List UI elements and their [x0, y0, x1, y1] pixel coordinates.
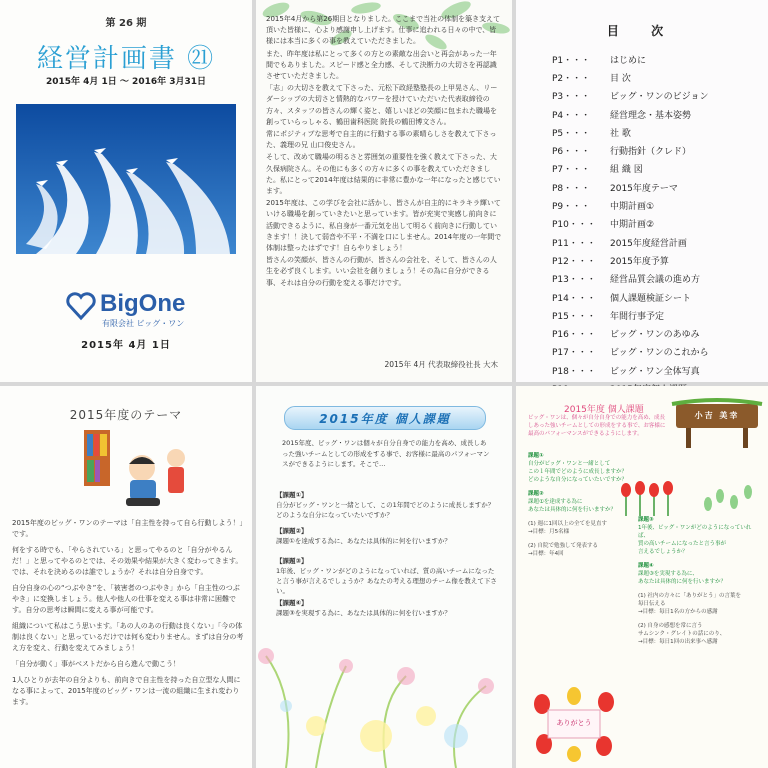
- example-right-column: [638, 516, 762, 652]
- message-paragraph: 2015年4月から第26期目となりました。ここまで当社の体制を築き支えて頂いた皆様に、心より感謝申し上げます。仕事に追われる日々の中で、皆様には本当に多くの事を教えていただきました。: [266, 15, 501, 46]
- toc-page-number: P13・・・: [552, 275, 596, 286]
- bigone-logo: [66, 290, 196, 330]
- example-block: [638, 516, 762, 556]
- example-block: [638, 562, 762, 586]
- toc-title: 目 次: [606, 24, 678, 38]
- example-block: [528, 452, 628, 484]
- example-block: [528, 542, 628, 558]
- example-block-line: (1) 社内の方々に「ありがとう」の言葉を: [638, 593, 742, 599]
- tulips-icon: [616, 476, 676, 516]
- toc-page-number: P9・・・: [552, 202, 591, 213]
- theme-page: [0, 386, 252, 768]
- toc-item: [552, 324, 752, 342]
- cover-title: 経営計画書 ㉑: [36, 44, 216, 74]
- sign-name: 小吉 美幸: [694, 411, 740, 420]
- theme-paragraph: 2015年度のビッグ・ワンのテーマは「自主性を持って自ら行動しよう！」です。: [12, 519, 244, 538]
- example-block: [528, 490, 628, 514]
- theme-title: 2015年度のテーマ: [69, 408, 183, 422]
- toc-page-number: P6・・・: [552, 147, 591, 158]
- message-page: [256, 0, 512, 382]
- message-paragraph: 「志」の大切さを教えて下さった、元松下政経塾塾長の上甲晃さん、リーダーシップの大切さと情熱的なパワーを授けていただいた代表取締役の方々、スタッフの皆さんの輝く姿と、嬉しいほどの笑顔に包まれた職場を創っていらっしゃる、鶴田歯科医院 院長の鶴田博文さん。: [266, 84, 498, 126]
- personal-task-page: [256, 386, 512, 768]
- example-block-head: 課題③: [638, 517, 654, 523]
- personal-example-page: [516, 386, 768, 768]
- example-block-head: 課題①: [528, 453, 544, 459]
- toc-item: [552, 343, 752, 361]
- toc-page-number: P17・・・: [552, 348, 596, 359]
- task-head: 【課題③】: [276, 557, 308, 565]
- toc-item-label: 経営理念・基本姿勢: [610, 110, 692, 121]
- example-block-line: 自分がビッグ・ワンと一緒として: [528, 461, 611, 467]
- task-text: 課題③を実現する為に、あなたは具体的に何を行いますか？: [276, 609, 451, 617]
- example-block-line: (2) 自院で勉強して発表する: [528, 543, 599, 549]
- toc-item-label: ビッグ・ワンのビジョン: [610, 92, 709, 103]
- message-signature: 2015年 4月 代表取締役社長 大木: [384, 360, 498, 369]
- theme-paragraph: 自分自身の心の“つぶやき”を、「被害者のつぶやき」から「自主性のつぶやき」に変換しましょう。他人や他人の仕事を変える事は非常に困難です。自分の思考は瞬間に変える事が可能です。: [12, 584, 240, 614]
- logo-subtext: 有限会社 ビッグ・ワン: [102, 319, 185, 328]
- cover-date: 2015年 4月 1日: [81, 340, 171, 351]
- example-intro: ビッグ・ワンは、個々が自分自身での能力を高め、成長しあった強いチームとしての形成をする事で、お客様に最高のパフォーマンスができるようにします。: [528, 415, 666, 437]
- toc-item-label: ビッグ・ワンのあゆみ: [610, 330, 700, 341]
- toc-item-label: 中期計画②: [610, 220, 655, 231]
- toc-item: [552, 68, 752, 86]
- example-block-line: どのような自分になっていたいですか？: [528, 477, 628, 483]
- message-paragraph: また、昨年度は私にとって多くの方との素敵な出会いと再会があった一年間でもありました。スピード感と全力感、そして決断力の大切さを再認識させていただきました。: [266, 49, 497, 81]
- toc-item: [552, 233, 752, 251]
- theme-paragraph: 何をする時でも、「やらされている」と思ってやるのと「自分がやるんだ！」と思ってやるのとでは、その効果や結果が大きく変わってきます。では、それを決めるのは誰でしょうか？それは自分自身です。: [12, 546, 243, 576]
- footprints-icon: [700, 482, 760, 512]
- message-paragraph: 2015年度は、この学びを会社に活かし、皆さんが自主的にキラキラ輝いていける職場を創っていきたいと思っています。皆が充実で実感し前向きに活動できるように、私自身が一番元気を出して明るく前向きに行動していきます！！決して弱音や不平・不満を口にしません。2014年度の一年間で体制は整ったはずです！自らやりましょう！: [266, 199, 502, 253]
- toc-item-label: 2015年度テーマ: [610, 183, 678, 194]
- blue-impulse-photo: [16, 104, 236, 254]
- task-head: 【課題①】: [276, 491, 308, 499]
- toc-item-label: 行動指針（クレド）: [610, 147, 692, 158]
- issue-number: 第 26 期: [105, 18, 147, 29]
- logo-text: BigOne: [100, 290, 186, 317]
- example-block-line: →目標：毎日1名の方からの感謝: [638, 609, 718, 615]
- theme-paragraph: 「自分が動く」事がベストだから自ら進んで動こう！: [12, 660, 180, 668]
- example-block-line: サムシンク・グレイトの話にのり、: [638, 631, 726, 637]
- example-block: [638, 592, 762, 616]
- banner-text: 2015年度 個人課題: [319, 412, 451, 426]
- example-block-line: →目標：月5名様: [528, 529, 570, 535]
- toc-page: [516, 0, 768, 382]
- toc-item: [552, 141, 752, 159]
- toc-item-label: 2015年度経営計画: [610, 238, 687, 249]
- toc-item: [552, 215, 752, 233]
- task-text: 1年後、ビッグ・ワンがどのようになっていれば、質の高いチームになったと言う事が言えるでしょうか？あなたの考える理想のチーム像を教えて下さい。: [276, 567, 497, 595]
- toc-item: [552, 196, 752, 214]
- task-head: 【課題②】: [276, 527, 308, 535]
- toc-page-number: P2・・・: [552, 73, 591, 84]
- example-block-line: →目標：年4回: [528, 551, 564, 557]
- task-2: [276, 526, 498, 546]
- toc-item-label: 中期計画①: [610, 202, 655, 213]
- example-block-line: 1年後、ビッグ・ワンがどのようになっていれば、: [638, 525, 752, 539]
- toc-item: [552, 361, 752, 379]
- personal-intro: 2015年度、ビッグ・ワンは個々が自分自身での能力を高め、成長しあった強いチームとしての形成をする事で、お客様に最高のパフォーマンスができるようにします。そこで…: [282, 439, 490, 468]
- toc-page-number: P14・・・: [552, 293, 596, 304]
- theme-paragraph: 組織について私はこう思います。「あの人のあの行動は良くない」「今の体制は良くない」と思っているだけでは何も変わりません。まずは自分の考え方を変え、行動を変えてみましょう！: [12, 622, 244, 652]
- toc-page-number: P8・・・: [552, 183, 591, 194]
- thanks-card: [530, 684, 618, 762]
- example-title: 2015年度 個人課題: [564, 405, 644, 415]
- toc-item-label: 2015年度予算: [610, 256, 669, 267]
- thanks-card-text: ありがとう: [556, 719, 592, 727]
- example-block-line: (2) 自身の感想を常に言う: [638, 623, 703, 629]
- toc-item-label: ビッグ・ワン全体写真: [610, 366, 700, 377]
- heart-logo-icon: [66, 292, 96, 320]
- example-block-line: 課題①を達成する為に: [528, 499, 583, 505]
- example-block: [638, 622, 762, 646]
- toc-page-number: P1・・・: [552, 55, 591, 66]
- toc-item: [552, 178, 752, 196]
- task-text: 自分がビッグ・ワンと一緒として、この1年間でどのように成長しますか？どのような自分になっていたいですか？: [276, 501, 495, 519]
- children-illustration: [84, 424, 188, 512]
- toc-item-label: 目 次: [610, 73, 631, 84]
- toc-page-number: P4・・・: [552, 110, 591, 121]
- toc-item-label: 経営品質会議の進め方: [610, 275, 701, 286]
- toc-page-number: P18・・・: [552, 366, 596, 377]
- example-block: [528, 520, 628, 536]
- toc-item-label: 社 歌: [610, 128, 631, 139]
- example-block-line: 毎日伝える: [638, 601, 666, 607]
- toc-item: [552, 87, 752, 105]
- toc-page-number: P11・・・: [552, 238, 596, 249]
- example-block-line: あなたは具体的に何を行いますか？: [528, 507, 617, 513]
- toc-page-number: P7・・・: [552, 165, 591, 176]
- personal-task-banner: [284, 406, 486, 430]
- toc-page-number: P15・・・: [552, 311, 596, 322]
- example-block-line: →目標：毎日1回の出来事へ感謝: [638, 639, 718, 645]
- example-left-column: [528, 452, 628, 564]
- toc-page-number: P5・・・: [552, 128, 591, 139]
- toc-item: [552, 288, 752, 306]
- toc-page-number: P12・・・: [552, 256, 596, 267]
- example-block-head: 課題②: [528, 491, 544, 497]
- toc-item: [552, 306, 752, 324]
- example-block-head: 課題④: [638, 563, 654, 569]
- toc-page-number: P3・・・: [552, 92, 591, 103]
- toc-item: [552, 251, 752, 269]
- task-text: 課題①を達成する為に、あなたは具体的に何を行いますか？: [276, 537, 451, 545]
- toc-item: [552, 160, 752, 178]
- theme-paragraph: 1人ひとりが去年の自分よりも、前向きで自主性を持った自立型な人間になる事によって、2015年度のビッグ・ワンは一流の組織に生まれ変わります。: [12, 676, 241, 706]
- task-1: [276, 490, 498, 520]
- task-head: 【課題④】: [276, 599, 308, 607]
- cover-period: 2015年 4月 1日 ～ 2016年 3月31日: [45, 77, 207, 87]
- toc-page-number: P16・・・: [552, 330, 596, 341]
- cover-page: [0, 0, 252, 382]
- example-block-line: あなたは具体的に何を行いますか？: [638, 579, 727, 585]
- toc-item: [552, 105, 752, 123]
- message-body: [266, 14, 502, 290]
- toc-item: [552, 50, 752, 68]
- example-block-line: 言えるでしょうか？: [638, 549, 688, 555]
- toc-item-label: 個人課題検証シート: [610, 293, 692, 304]
- example-block-line: この１年間でどのように成長しますか？: [528, 469, 628, 475]
- wooden-sign: [672, 396, 762, 448]
- toc-item-label: 組 織 図: [610, 165, 643, 176]
- example-block-line: 課題③を実現する為に、: [638, 571, 698, 577]
- example-block-line: 質の高いチームになったと言う事が: [638, 541, 727, 547]
- toc-page-number: P10・・・: [552, 220, 596, 231]
- toc-item: [552, 270, 752, 288]
- message-paragraph: 常にポジティブな思考で自主的に行動する事の素晴らしさを教えて下さった、義理の兄 山口俊史さん。: [266, 130, 497, 150]
- theme-body: [12, 518, 244, 713]
- toc-item-label: はじめに: [610, 55, 647, 66]
- toc-item: [552, 123, 752, 141]
- toc-item-label: 年間行事予定: [610, 311, 665, 322]
- message-paragraph: そして、改めて職場の明るさと雰囲気の重要性を強く教えて下さった、大久保病院さん。その他にも多くの方々に多くの事を教えていただきました。私にとって2014年度は結果的に非常に豊かな一年になったと感じています。: [266, 153, 501, 196]
- toc-list: [552, 50, 752, 398]
- example-block-line: (1) 週に1回以上の全てを見直す: [528, 521, 608, 527]
- task-3: [276, 556, 498, 596]
- message-paragraph: 皆さんの笑顔が、皆さんの行動が、皆さんの会社を、そして、皆さんの人生を必ず良くします。いい会社を創りましょう！その為に自分ができる事、それは自分の行動を変える事だけです。: [266, 256, 497, 287]
- task-4: [276, 598, 498, 618]
- toc-item-label: ビッグ・ワンのこれから: [610, 348, 709, 359]
